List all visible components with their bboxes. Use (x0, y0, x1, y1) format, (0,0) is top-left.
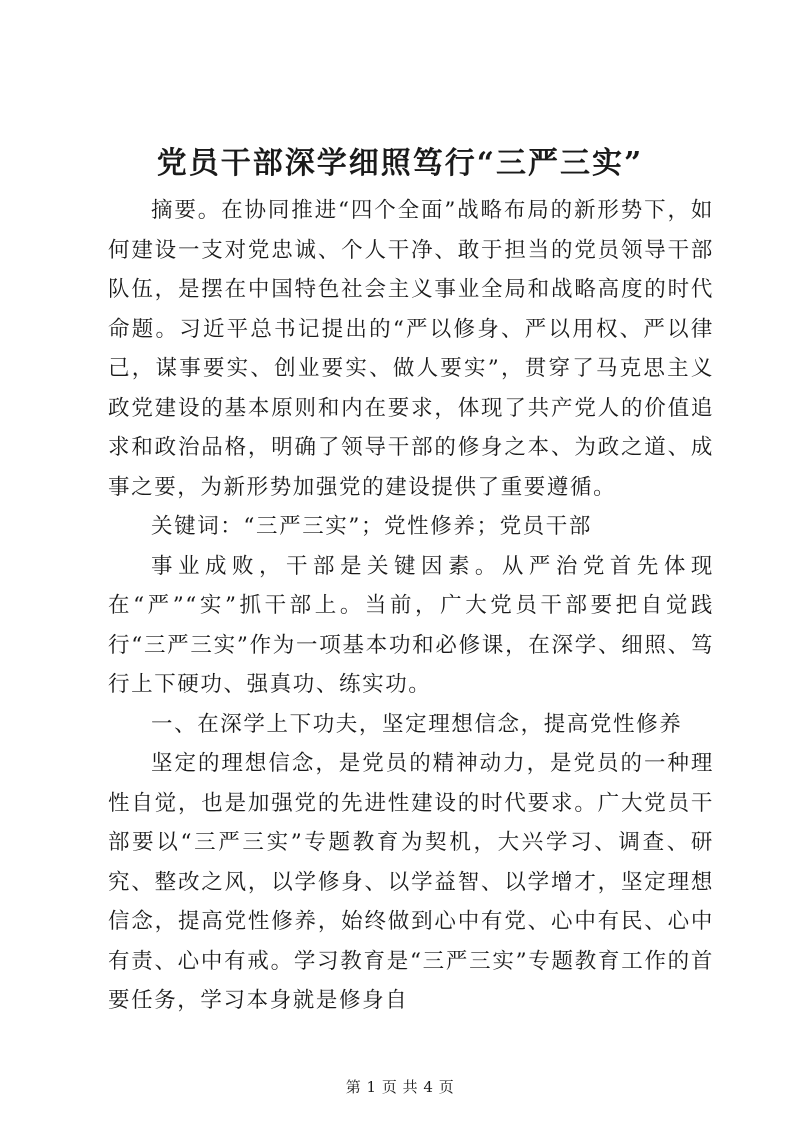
intro-paragraph: 事业成败，干部是关键因素。从严治党首先体现在“严”“实”抓干部上。当前，广大党员干部要把自觉践行“三严三实”作为一项基本功和必修课，在深学、细照、笃行上下硬功、强真功、练实功。 (108, 553, 714, 697)
keywords-paragraph: 关键词：“三严三实”；党性修养；党员干部 (151, 514, 592, 539)
abstract-paragraph: 摘要。在协同推进“四个全面”战略布局的新形势下，如何建设一支对党忠诚、个人干净、敢于担当的党员领导干部队伍，是摆在中国特色社会主义事业全局和战略高度的时代命题。习近平总书记提出的“严以修身、严以用权、严以律己，谋事要实、创业要实、做人要实”，贯穿了马克思主义政党建设的基本原则和内在要求，体现了共产党人的价值追求和政治品格，明确了领导干部的修身之本、为政之道、成事之要，为新形势加强党的建设提供了重要遵循。 (108, 198, 714, 500)
section-heading: 一、在深学上下功夫，坚定理想信念，提高党性修养 (151, 711, 683, 737)
page-number-footer: 第 1 页 共 4 页 (345, 1078, 455, 1096)
document-body (108, 191, 714, 1021)
section-paragraph: 坚定的理想信念，是党员的精神动力，是党员的一种理性自觉，也是加强党的先进性建设的时代要求。广大党员干部要以“三严三实”专题教育为契机，大兴学习、调查、研究、整改之风，以学修身、以学益智、以学增才，坚定理想信念，提高党性修养，始终做到心中有党、心中有民、心中有责、心中有戒。学习教育是“三严三实”专题教育工作的首要任务，学习本身就是修身自 (108, 751, 714, 1013)
document-title: 党员干部深学细照笃行“三严三实” (156, 146, 644, 181)
